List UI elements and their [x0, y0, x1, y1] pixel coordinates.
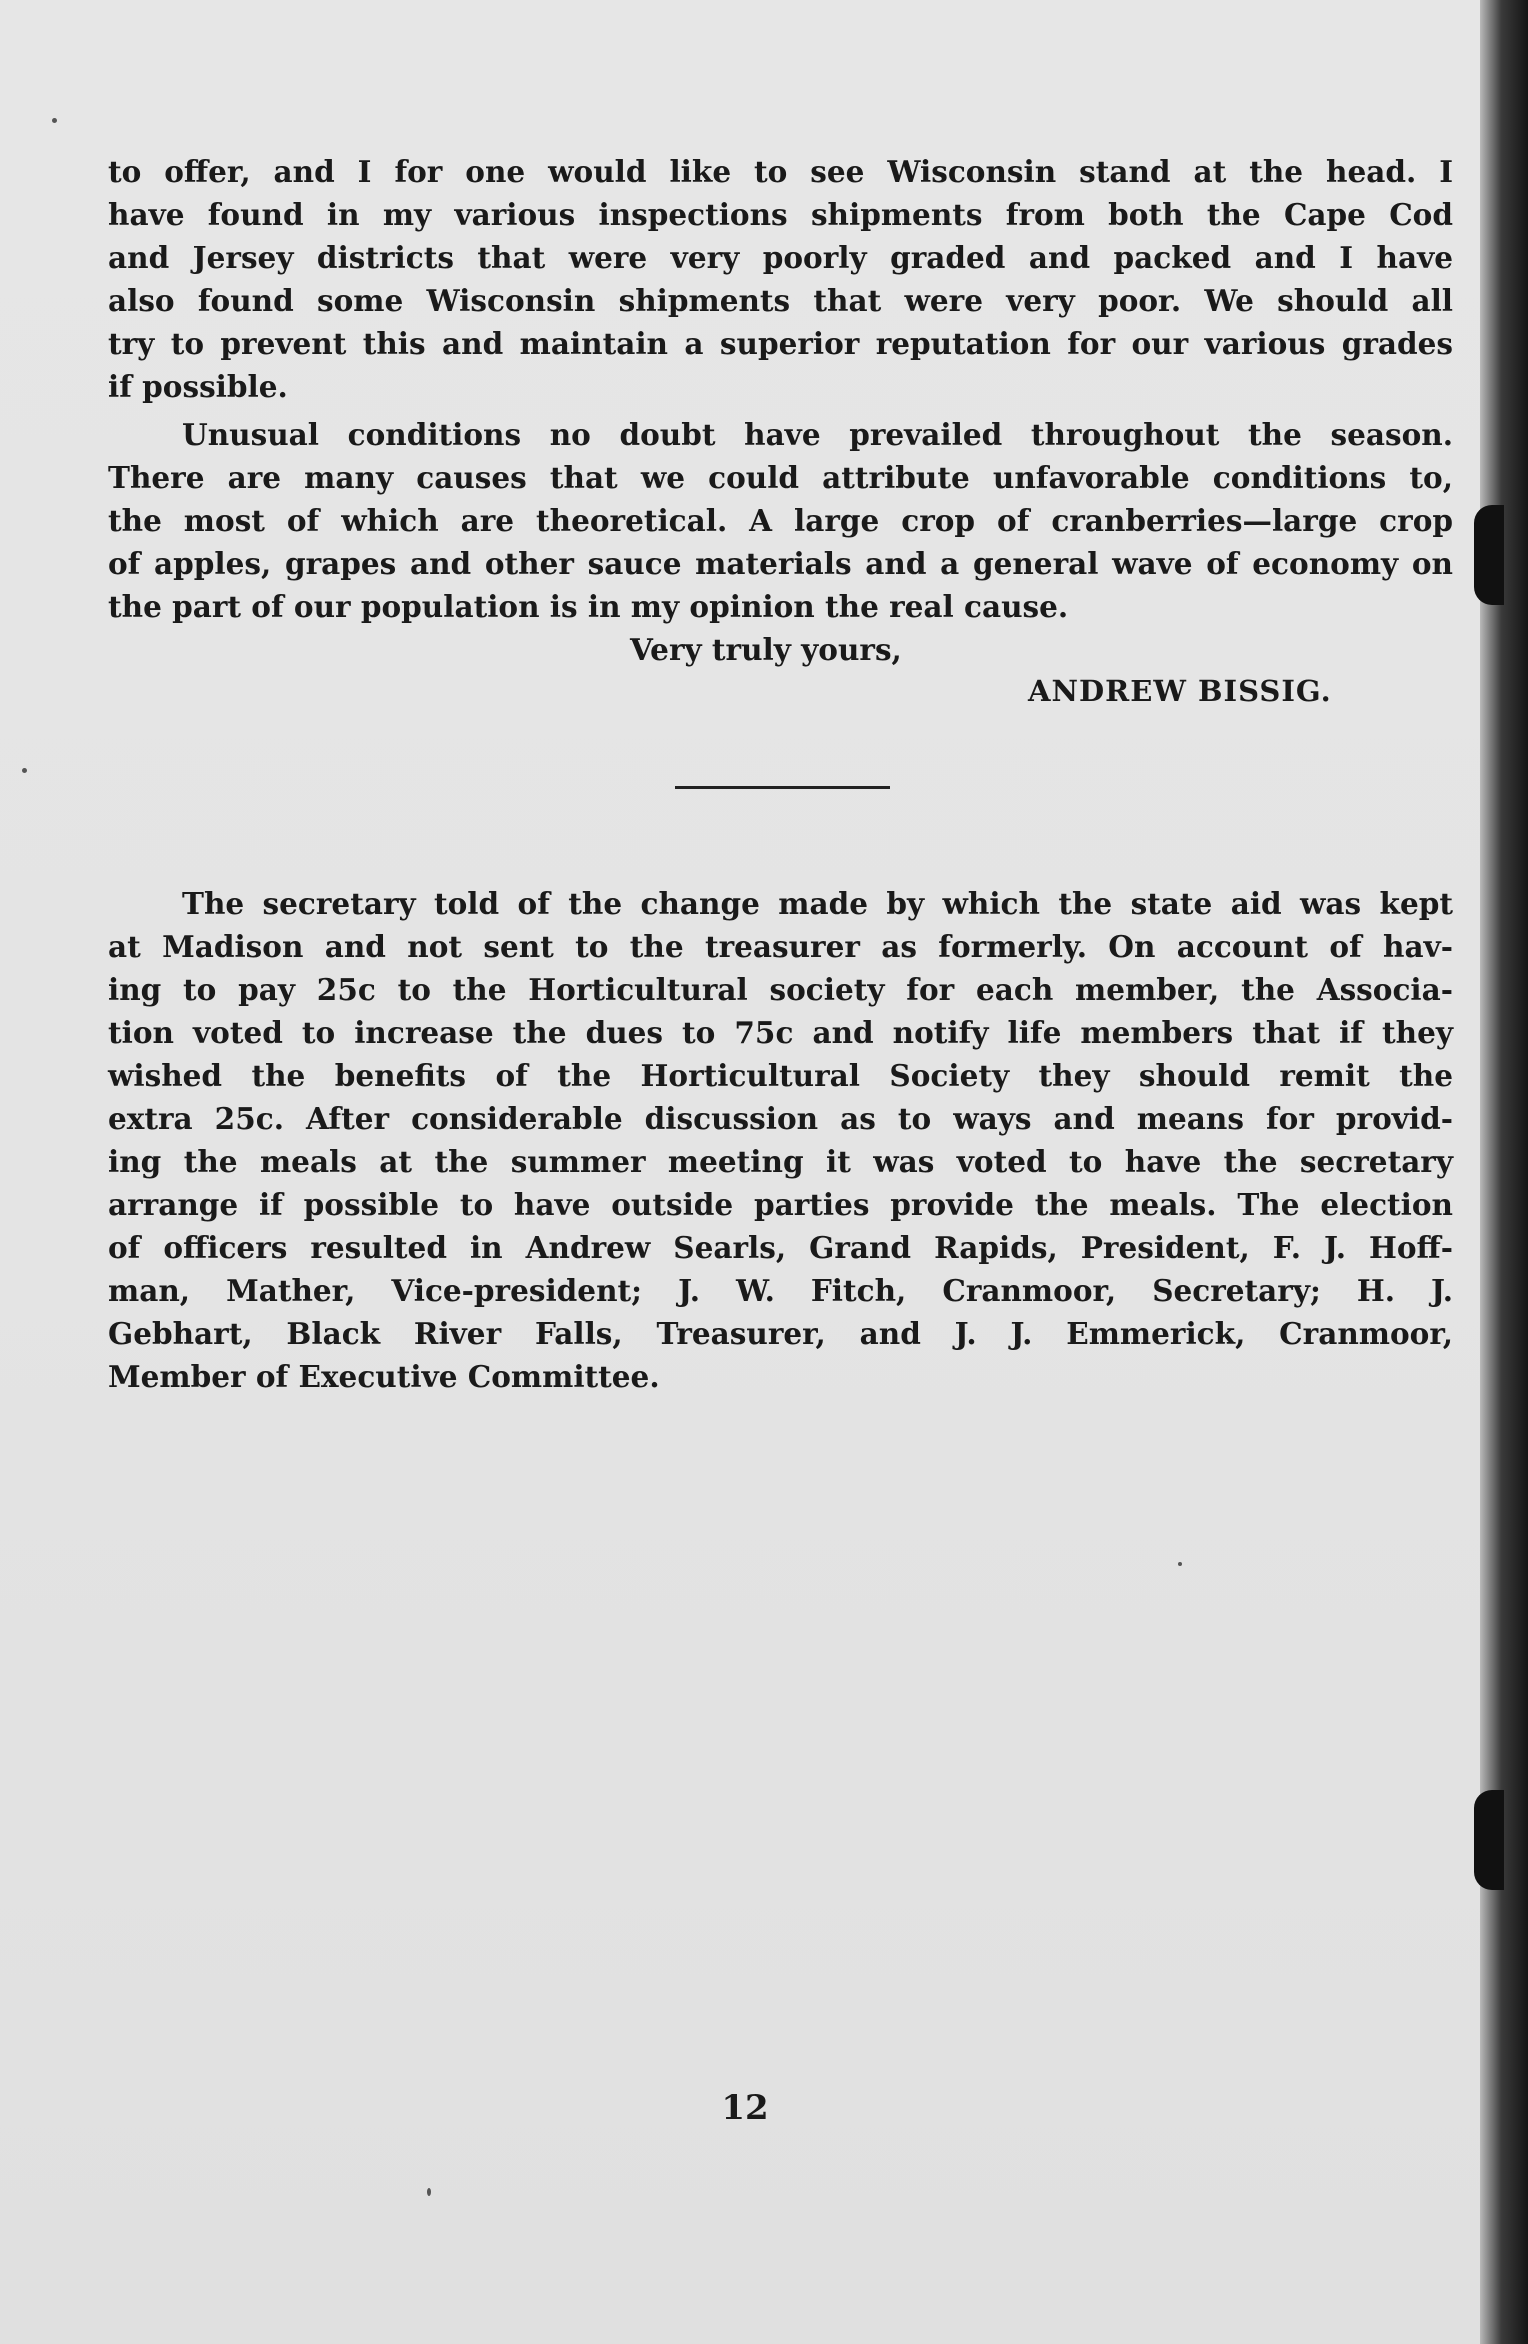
scan-speck	[427, 2188, 431, 2196]
page-number: 12	[721, 2088, 769, 2128]
text-line: of officers resulted in Andrew Searls, Grand Rapids, President, F. J. Hoff-	[108, 1230, 1453, 1265]
scan-speck	[1178, 1562, 1182, 1566]
text-line: of apples, grapes and other sauce materials and a general wave of economy on	[108, 546, 1453, 581]
text-line: Gebhart, Black River Falls, Treasurer, and J. J. Emmerick, Cranmoor,	[108, 1316, 1453, 1351]
text-line: and Jersey districts that were very poorly graded and packed and I have	[108, 240, 1453, 275]
scan-speck	[22, 768, 27, 773]
text-line: extra 25c. After considerable discussion as to ways and means for provid-	[108, 1101, 1453, 1136]
text-line: Member of Executive Committee.	[108, 1359, 660, 1394]
binding-notch	[1474, 505, 1504, 605]
text-line: man, Mather, Vice-president; J. W. Fitch, Cranmoor, Secretary; H. J.	[108, 1273, 1453, 1308]
binding-notch	[1474, 1790, 1504, 1890]
text-line: wished the benefits of the Horticultural Society they should remit the	[108, 1058, 1453, 1093]
text-line: at Madison and not sent to the treasurer as formerly. On account of hav-	[108, 929, 1453, 964]
text-line: ing the meals at the summer meeting it was voted to have the secretary	[108, 1144, 1453, 1179]
text-line: the most of which are theoretical. A large crop of cranberries—large crop	[108, 503, 1453, 538]
paragraph-secretary-report	[108, 882, 1453, 1398]
scan-speck	[52, 118, 57, 123]
section-divider	[675, 786, 890, 789]
text-line: if possible.	[108, 369, 288, 404]
text-line: the part of our population is in my opinion the real cause.	[108, 589, 1069, 624]
text-line: try to prevent this and maintain a superior reputation for our various grades	[108, 326, 1453, 361]
letter-signature: ANDREW BISSIG.	[1028, 674, 1332, 708]
paragraph-unusual-conditions	[108, 413, 1453, 628]
page-edge-shadow	[1480, 0, 1528, 2344]
text-line: to offer, and I for one would like to see Wisconsin stand at the head. I	[108, 154, 1453, 189]
paragraph-letter-continuation	[108, 150, 1453, 408]
text-line: ing to pay 25c to the Horticultural society for each member, the Associa-	[108, 972, 1453, 1007]
text-line: tion voted to increase the dues to 75c and notify life members that if they	[108, 1015, 1453, 1050]
text-line: also found some Wisconsin shipments that were very poor. We should all	[108, 283, 1453, 318]
text-line: Unusual conditions no doubt have prevailed throughout the season.	[182, 417, 1453, 452]
text-line: There are many causes that we could attribute unfavorable conditions to,	[108, 460, 1453, 495]
text-line: have found in my various inspections shipments from both the Cape Cod	[108, 197, 1453, 232]
letter-closing: Very truly yours,	[630, 632, 902, 667]
text-line: arrange if possible to have outside parties provide the meals. The election	[108, 1187, 1453, 1222]
text-line: The secretary told of the change made by which the state aid was kept	[182, 886, 1453, 921]
